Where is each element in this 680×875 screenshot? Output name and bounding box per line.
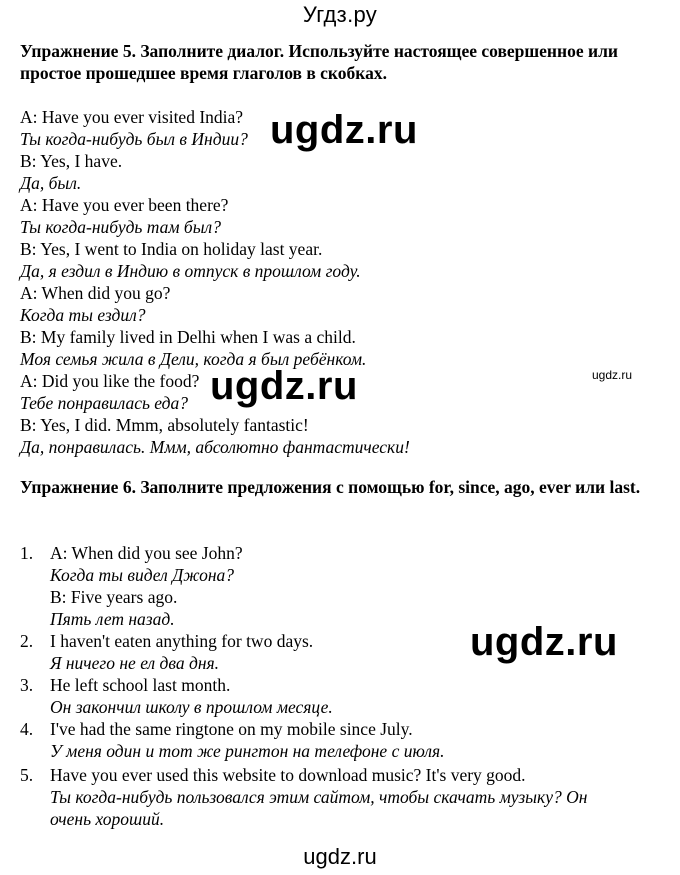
ex5-line-13: A: Did you like the food?: [20, 371, 200, 391]
site-header: Угдз.ру: [302, 2, 378, 27]
item-3-line-1: He left school last month.: [50, 675, 231, 695]
item-2-line-2: Я ничего не ел два дня.: [50, 653, 220, 673]
item-5-line-2: Ты когда-нибудь пользовался этим сайтом, чтобы скачать музыку? Он: [50, 787, 588, 807]
item-1-line-4: Пять лет назад.: [50, 609, 175, 629]
ex5-line-9: A: When did you go?: [20, 283, 171, 303]
item-number: 4.: [20, 719, 34, 739]
item-1-line-1: A: When did you see John?: [50, 543, 243, 563]
item-number: 1.: [20, 543, 34, 563]
ex5-line-11: B: My family lived in Delhi when I was a child.: [20, 327, 356, 347]
item-number: 5.: [20, 765, 34, 785]
ex5-line-4: Да, был.: [20, 173, 82, 193]
watermark-logo: ugdz.ru: [210, 364, 358, 408]
ex5-line-5: A: Have you ever been there?: [20, 195, 229, 215]
exercise-5-title: Упражнение 5. Заполните диалог. Используйте настоящее совершенное или простое прошедшее время глаголов в скобках.: [20, 41, 618, 83]
watermark-small: ugdz.ru: [592, 368, 633, 382]
ex5-line-15: B: Yes, I did. Mmm, absolutely fantastic!: [20, 415, 309, 435]
ex5-line-6: Ты когда-нибудь там был?: [20, 217, 221, 237]
ex5-line-7: B: Yes, I went to India on holiday last year.: [20, 239, 323, 259]
item-number: 2.: [20, 631, 34, 651]
item-5-line-3: очень хороший.: [50, 809, 165, 829]
watermark-footer: ugdz.ru: [303, 844, 377, 869]
item-1-line-3: B: Five years ago.: [50, 587, 178, 607]
item-5-line-1: Have you ever used this website to download music? It's very good.: [50, 765, 526, 785]
item-4-line-1: I've had the same ringtone on my mobile since July.: [50, 719, 413, 739]
ex5-line-1: A: Have you ever visited India?: [20, 107, 244, 127]
ex5-line-2: Ты когда-нибудь был в Индии?: [20, 129, 248, 149]
exercise-6-title: Упражнение 6. Заполните предложения с помощью for, since, ago, ever или last.: [20, 477, 641, 497]
watermark-logo: ugdz.ru: [470, 620, 618, 664]
ex5-line-10: Когда ты ездил?: [20, 305, 146, 325]
item-number: 3.: [20, 675, 34, 695]
item-2-line-1: I haven't eaten anything for two days.: [50, 631, 314, 651]
ex5-line-8: Да, я ездил в Индию в отпуск в прошлом году.: [20, 261, 361, 281]
item-3-line-2: Он закончил школу в прошлом месяце.: [50, 697, 333, 717]
item-4-line-2: У меня один и тот же рингтон на телефоне с июля.: [50, 741, 445, 761]
ex5-line-12: Моя семья жила в Дели, когда я был ребёнком.: [20, 349, 367, 369]
ex5-line-14: Тебе понравилась еда?: [20, 393, 188, 413]
item-1-line-2: Когда ты видел Джона?: [50, 565, 235, 585]
ex5-line-3: B: Yes, I have.: [20, 151, 123, 171]
ex5-line-16: Да, понравилась. Ммм, абсолютно фантастически!: [20, 437, 410, 457]
watermark-logo: ugdz.ru: [270, 108, 418, 152]
